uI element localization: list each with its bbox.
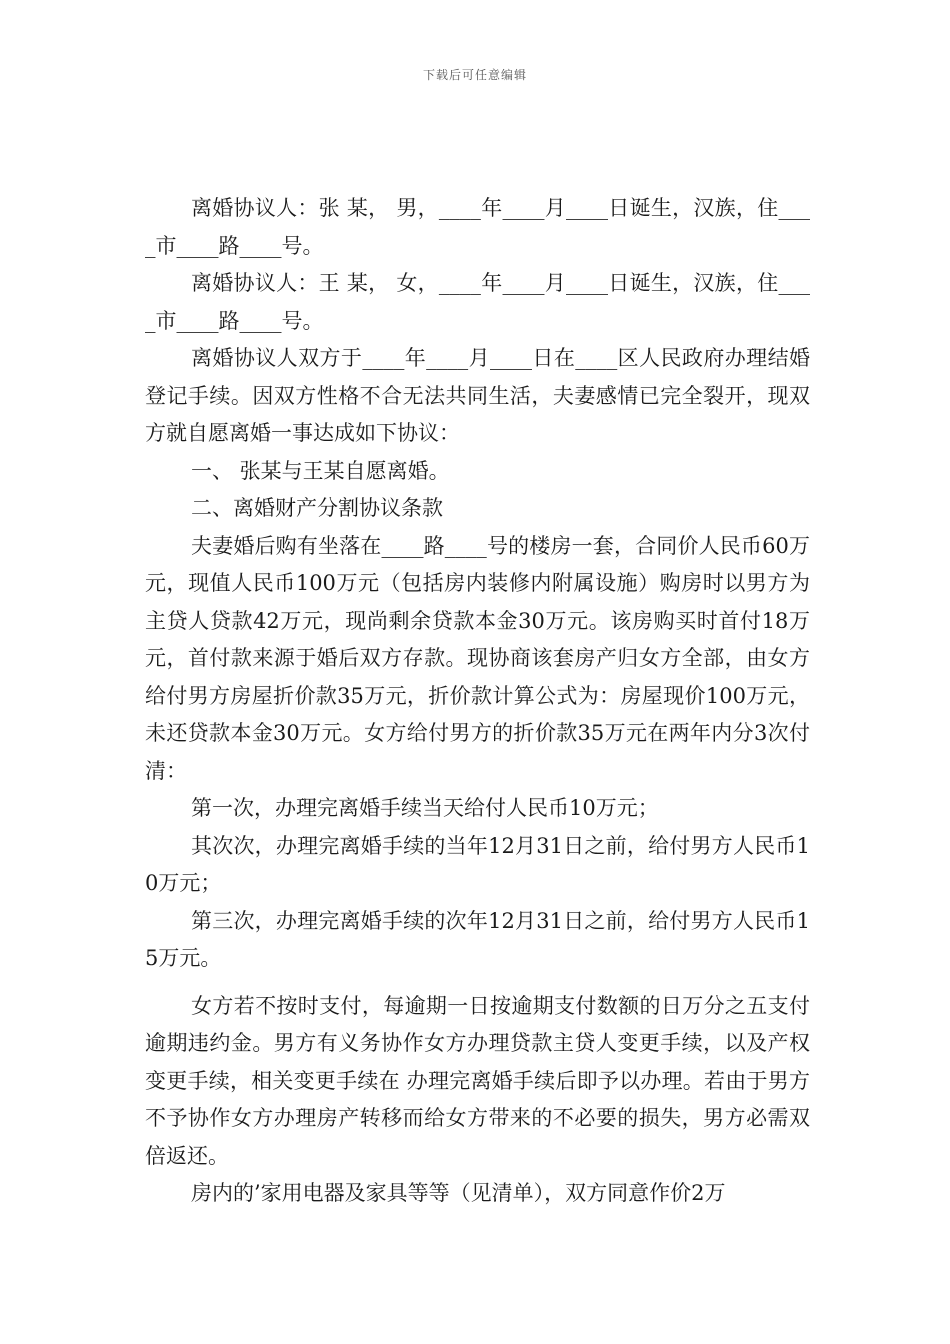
paragraph-house-division: 夫妻婚后购有坐落在____路____号的楼房一套，合同价人民币60万元，现值人民币100万元（包括房内装修内附属设施）购房时以男方为主贷人贷款42万元，现尚剩余贷款本金30万元。该房购买时首付18万元，首付款来源于婚后双方存款。现协商该套房产归女方全部，由女方给付男方房屋折价款35万元，折价款计算公式为：房屋现价100万元，未还贷款本金30万元。女方给付男方的折价款35万元在两年内分3次付清：	[145, 533, 810, 783]
paragraph-party-two: 离婚协议人：王 某， 女，____年____月____日诞生，汉族，住____市____路____号。	[145, 271, 810, 333]
paragraph-payment-third: 第三次，办理完离婚手续的次年12月31日之前，给付男方人民币15万元。	[145, 908, 810, 970]
paragraph-party-one: 离婚协议人：张 某， 男，____年____月____日诞生，汉族，住____市____路____号。	[145, 196, 810, 258]
paragraph-appliances: 房内的’家用电器及家具等等（见清单），双方同意作价2万	[191, 1181, 726, 1205]
paragraph-late-payment: 女方若不按时支付，每逾期一日按逾期支付数额的日万分之五支付逾期违约金。男方有义务协作女方办理贷款主贷人变更手续，以及产权变更手续，相关变更手续在 办理完离婚手续后即予以办理。若由于男方不予协作女方办理房产转移而给女方带来的不必要的损失，男方必需双倍返还。	[145, 993, 810, 1168]
clause-one: 一、 张某与王某自愿离婚。	[191, 458, 450, 483]
header-note: 下载后可任意编辑	[422, 68, 527, 82]
clause-two-heading: 二、离婚财产分割协议条款	[191, 496, 443, 520]
document-body	[145, 190, 810, 1213]
paragraph-payment-first: 第一次，办理完离婚手续当天给付人民币10万元；	[191, 796, 659, 820]
paragraph-payment-second: 其次次，办理完离婚手续的当年12月31日之前，给付男方人民币10万元；	[145, 833, 810, 895]
paragraph-marriage-registration: 离婚协议人双方于____年____月____日在____区人民政府办理结婚登记手续。因双方性格不合无法共同生活，夫妻感情已完全裂开，现双方就自愿离婚一事达成如下协议：	[145, 346, 810, 445]
